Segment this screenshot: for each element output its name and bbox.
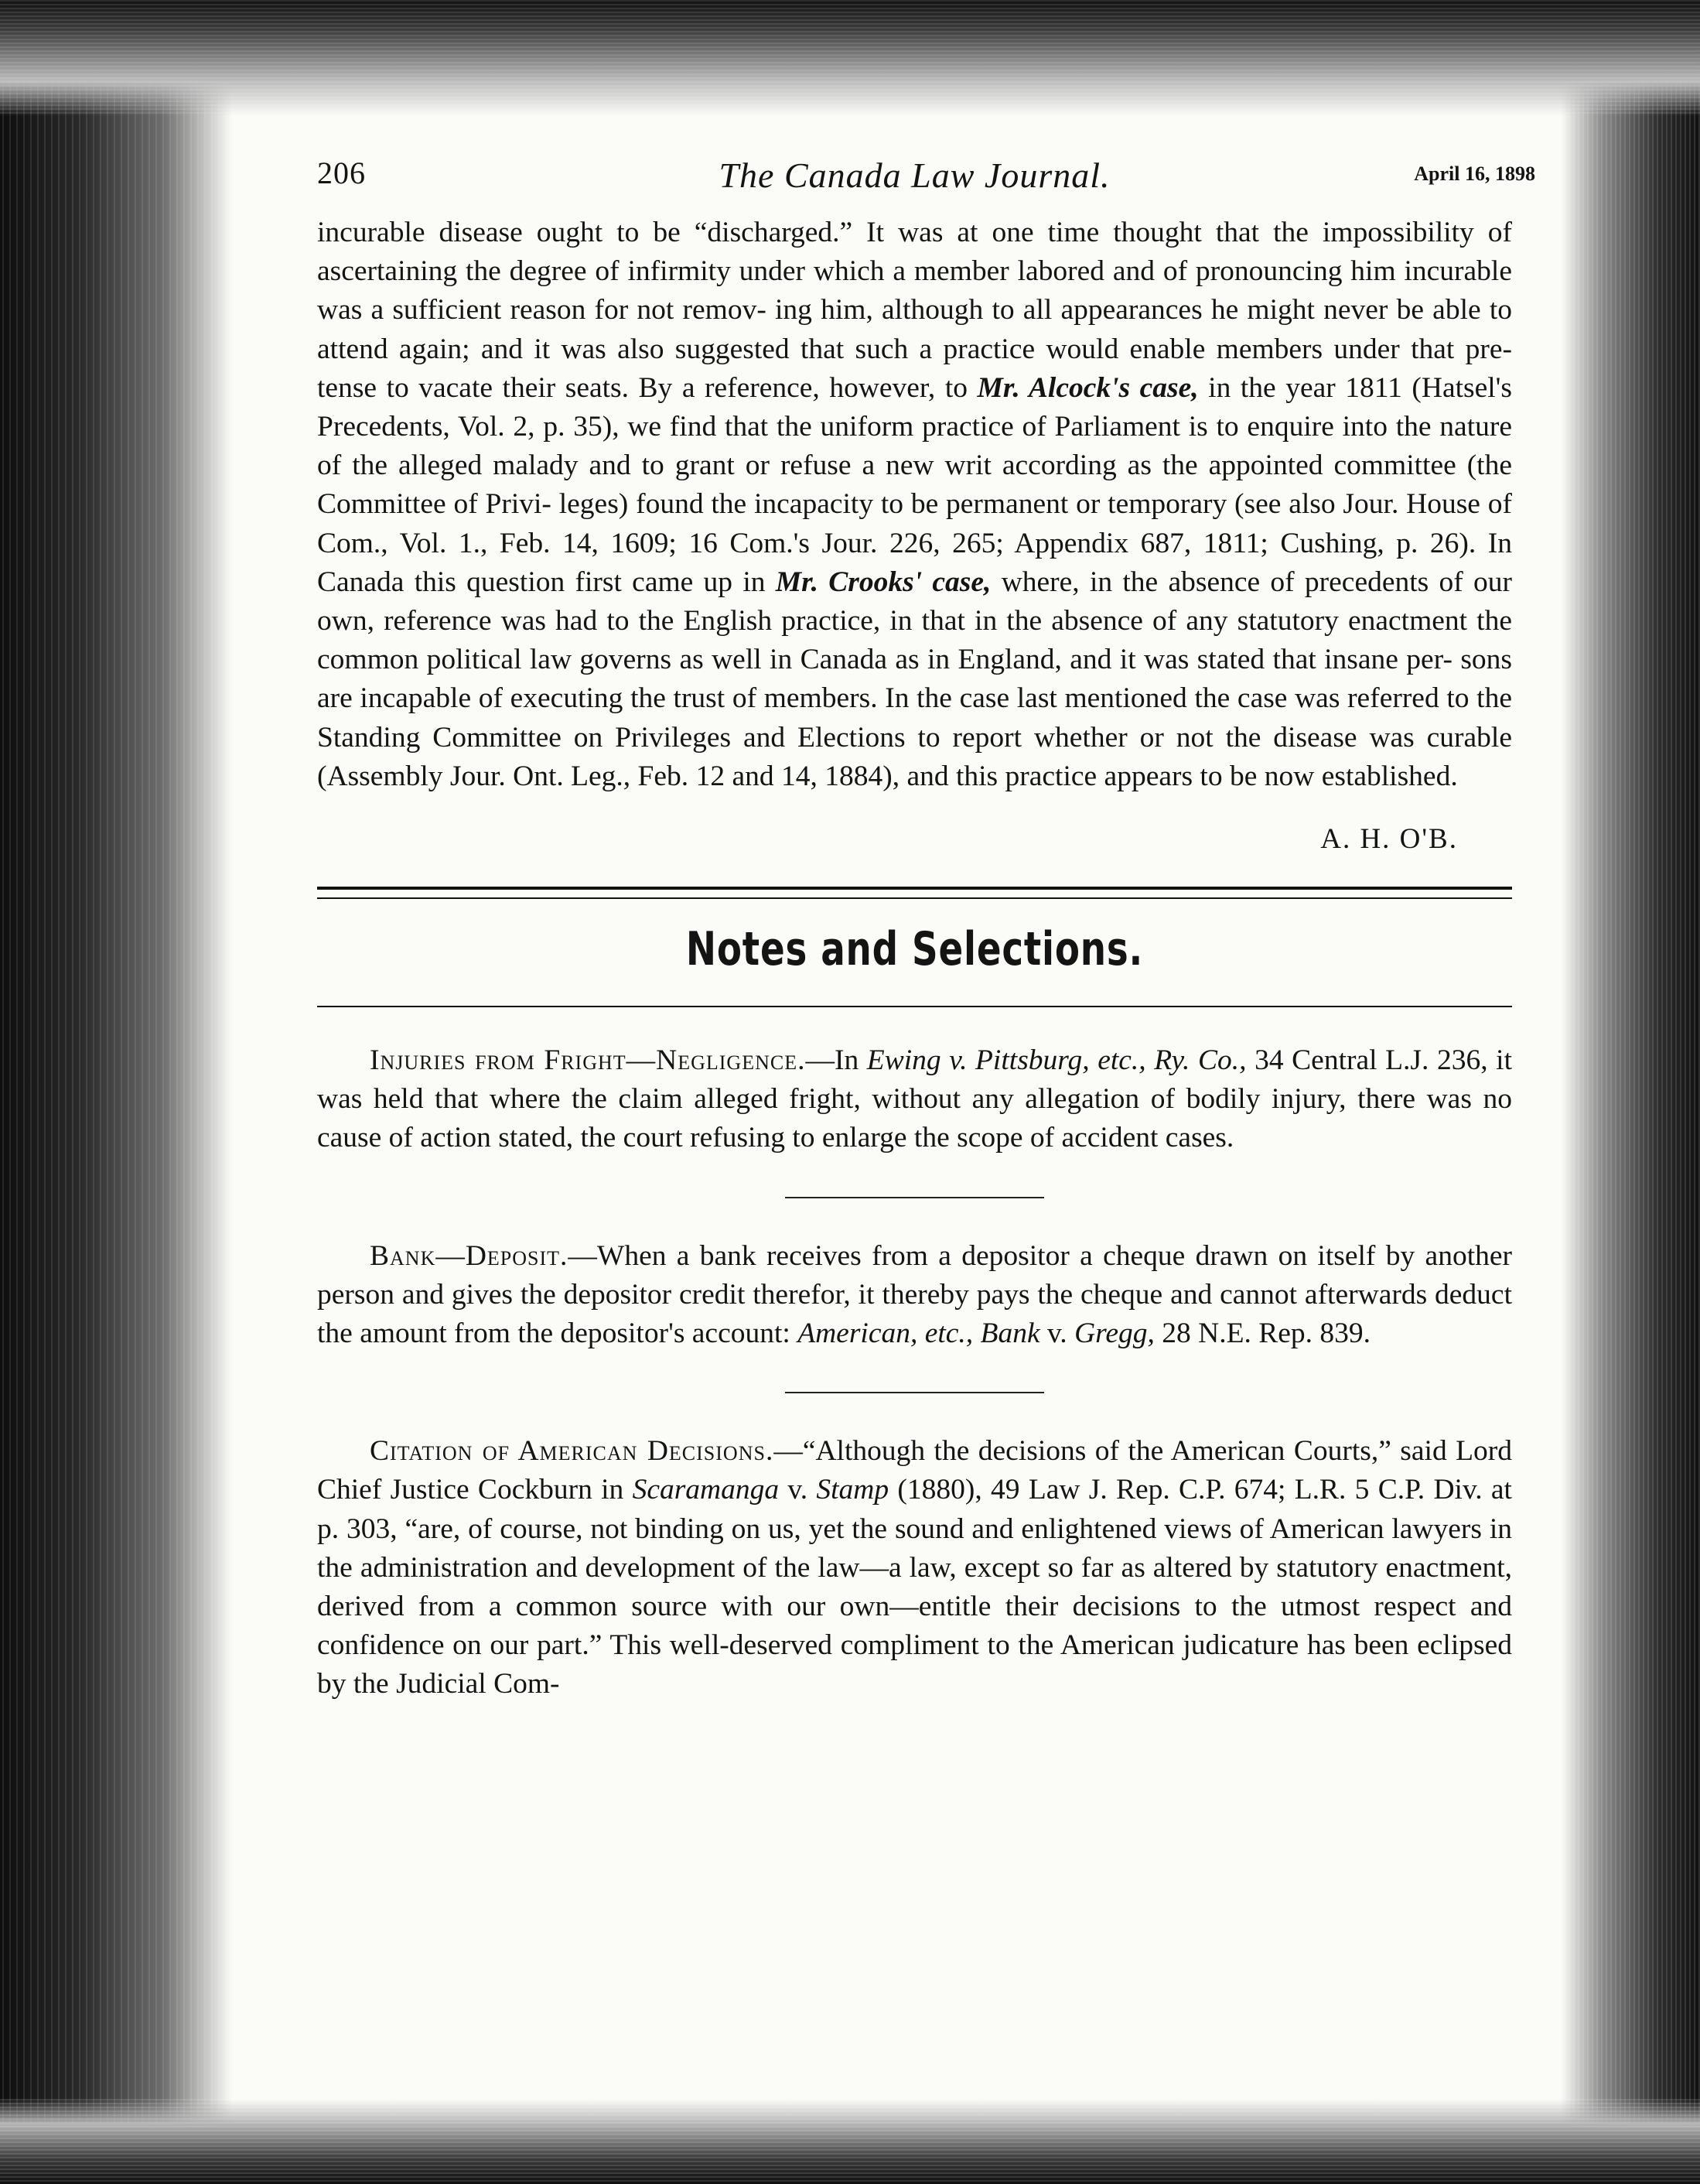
text-line: practice, in that in the absence of any statutory enactment the common political — [317, 605, 1512, 676]
case-name: Ewing v. Pittsburg, etc., Ry. Co., — [866, 1044, 1247, 1077]
text-line: in the — [1198, 371, 1276, 404]
text-line: sons are incapable of executing the trust of members. In the case last mentioned — [317, 644, 1512, 715]
text-line: where, in the absence of precedents of our own, reference was had to the English — [317, 566, 1513, 637]
case-name: Stamp — [816, 1474, 889, 1506]
note-text: —When a bank receives from a depositor a cheque drawn on itself by another person and gives the depositor credit therefor, it thereby pays the cheque and cannot afterwards deduct the amount from the depositor's account: — [317, 1239, 1512, 1350]
text-line: year 1811 (Hatsel's Precedents, Vol. 2, p. 35), we find that the uniform practice — [317, 371, 1513, 443]
scan-edge-right — [1561, 0, 1700, 2184]
text-line: law governs as well in Canada as in England, and it was stated that insane per- — [529, 644, 1453, 676]
journal-title: The Canada Law Journal. — [719, 156, 1111, 195]
case-name: Mr. Alcock's case, — [977, 371, 1199, 404]
case-name: American, etc., Bank — [797, 1318, 1040, 1350]
note-separator — [785, 1392, 1044, 1393]
note-text: —In — [805, 1044, 867, 1077]
page-number: 206 — [317, 156, 366, 190]
note-bank-deposit — [317, 1237, 1512, 1354]
text-line: of Com., Vol. 1., Feb. 14, 1609; 16 Com.'s Jour. 226, 265; Appendix 687, 1811; — [317, 488, 1513, 559]
note-text: 28 N.E. Rep. 839. — [1154, 1318, 1371, 1350]
scan-edge-top — [0, 0, 1700, 116]
header-date: April 16, 1898 — [1414, 162, 1535, 185]
text-line: refuse a new writ according as the appointed committee (the Committee of Privi- — [317, 449, 1512, 521]
case-name: Gregg, — [1074, 1318, 1155, 1350]
text-line: tense to vacate their seats. By a reference, however, to — [317, 371, 978, 404]
section-title: Notes and Selections. — [685, 922, 1144, 977]
note-separator — [785, 1197, 1044, 1198]
note-heading: Injuries from Fright—Negligence. — [370, 1044, 806, 1077]
note-text: v. — [1039, 1318, 1075, 1350]
running-header — [317, 155, 1535, 214]
case-name: Scaramanga — [632, 1474, 780, 1506]
text-line: labored and of pronouncing him incurable was a sufficient reason for not remov- — [317, 255, 1512, 326]
scan-edge-left — [0, 0, 232, 2184]
scan-edge-bottom — [0, 2099, 1700, 2184]
text-line: report whether or not the disease was curable (Assembly Jour. Ont. Leg., Feb. — [317, 721, 1512, 792]
section-divider — [317, 887, 1512, 899]
note-heading: Bank—Deposit. — [370, 1239, 568, 1272]
text-line: the case was referred to the Standing Committee on Privileges and Elections to — [317, 682, 1512, 754]
note-heading: Citation of American Decisions. — [370, 1435, 774, 1468]
note-citation-american-decisions — [317, 1432, 1512, 1704]
page-content — [317, 155, 1535, 1704]
note-text: v. — [779, 1474, 817, 1506]
text-line: of Parliament is to enquire into the nature of the alleged malady and to grant or — [317, 411, 1512, 482]
note-text: 34 Central L.J. 236, it was held that where the claim alleged fright, without any allegation of bodily injury, there was no cause of action stated, the court refusing to enlarge the scope of accident cases. — [317, 1044, 1512, 1154]
text-line: 12 and 14, 1884), and this practice appears to be now established. — [695, 760, 1458, 792]
author-signature: A. H. O'B. — [1320, 823, 1458, 856]
text-line: ing him, although to all appearances he might never be able to attend again; and — [317, 294, 1512, 365]
note-text: —“Although the decisions of the American Courts,” said Lord Chief Justice Cockburn in — [317, 1435, 1512, 1506]
article-paragraph — [317, 214, 1512, 796]
text-line: it was also suggested that such a practice would enable members under that pre- — [534, 333, 1512, 365]
note-injuries-from-fright — [317, 1041, 1512, 1158]
text-line: incurable disease ought to be “discharged.” It was at one time thought that — [317, 217, 1260, 248]
title-rule — [317, 1006, 1512, 1007]
text-line: Cushing, p. 26). In Canada this question first came up in — [317, 527, 1513, 598]
text-line: leges) found the incapacity to be permanent or temporary (see also Jour. House — [558, 488, 1480, 521]
text-line: the impossibility of ascertaining the degree of infirmity under which a member — [317, 217, 1512, 288]
note-text: (1880), 49 Law J. Rep. C.P. 674; L.R. 5 C.P. Div. at p. 303, “are, of course, not binding on us, yet the sound and enlightened views of American lawyers in the administration and development of the law—a law, except so far as altered by statutory enactment, derived from a common source with our own—entitle their decisions to the utmost respect and confidence on our part.” This well-deserved compliment to the American judicature has been eclipsed by the Judicial Com- — [317, 1474, 1512, 1700]
case-name: Mr. Crooks' case, — [775, 566, 992, 598]
